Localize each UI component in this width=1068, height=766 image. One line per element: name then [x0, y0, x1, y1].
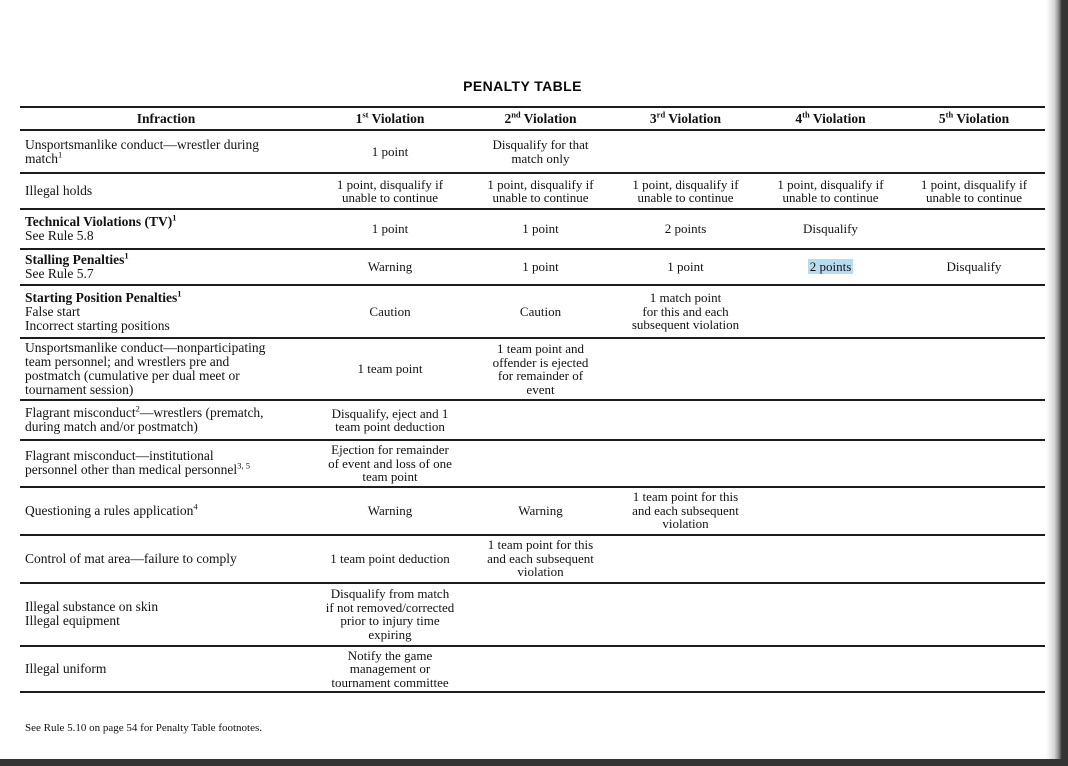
cell-violation-1: Ejection for remainder of event and loss of one team point [312, 440, 468, 487]
cell-violation-2 [468, 400, 613, 440]
table-row [20, 285, 1045, 338]
cell-infraction [20, 583, 312, 646]
selected-text-highlight: 2 points [809, 259, 852, 275]
cell-violation-3: 1 point [613, 249, 758, 285]
cell-violation-4 [758, 646, 903, 693]
cell-violation-5 [903, 130, 1045, 173]
table-row [20, 487, 1045, 535]
cell-violation-2: Warning [468, 487, 613, 535]
penalty-table [20, 106, 1045, 693]
cell-violation-4 [758, 440, 903, 487]
infraction-detail: See Rule 5.7 [25, 266, 94, 281]
cell-violation-3 [613, 583, 758, 646]
cell-violation-3: 1 point, disqualify if unable to continue [613, 173, 758, 209]
cell-violation-2: 1 team point and offender is ejected for remainder of event [468, 338, 613, 400]
table-row [20, 535, 1045, 583]
cell-infraction [20, 400, 312, 440]
cell-violation-4 [758, 285, 903, 338]
cell-violation-2: 1 point [468, 209, 613, 249]
cell-violation-5 [903, 583, 1045, 646]
cell-violation-1: Warning [312, 249, 468, 285]
column-header-1st-violation: 1st Violation [312, 107, 468, 130]
cell-violation-2: 1 point, disqualify if unable to continue [468, 173, 613, 209]
cell-violation-2 [468, 440, 613, 487]
cell-violation-2: 1 point [468, 249, 613, 285]
table-row [20, 209, 1045, 249]
cell-violation-5 [903, 338, 1045, 400]
cell-infraction [20, 209, 312, 249]
cell-violation-5 [903, 535, 1045, 583]
cell-infraction [20, 338, 312, 400]
cell-infraction [20, 487, 312, 535]
infraction-text: Illegal uniform [25, 660, 107, 676]
cell-infraction [20, 130, 312, 173]
cell-violation-2 [468, 646, 613, 693]
table-row [20, 440, 1045, 487]
cell-violation-3 [613, 646, 758, 693]
column-header-4th-violation: 4th Violation [758, 107, 903, 130]
table-row [20, 583, 1045, 646]
cell-violation-1: 1 team point deduction [312, 535, 468, 583]
infraction-title: Starting Position Penalties$^1$ [25, 288, 182, 305]
infraction-text: Flagrant misconduct—institutional personnel other than medical personnel$^{3, 5}$ [25, 448, 250, 478]
cell-violation-3: 1 team point for this and each subsequent violation [613, 487, 758, 535]
cell-violation-2: Disqualify for that match only [468, 130, 613, 173]
table-row [20, 173, 1045, 209]
infraction-title: Stalling Penalties$^1$ [25, 250, 129, 267]
table-row [20, 130, 1045, 173]
cell-violation-2 [468, 583, 613, 646]
cell-violation-3 [613, 535, 758, 583]
column-header-2nd-violation: 2nd Violation [468, 107, 613, 130]
infraction-text: Unsportsmanlike conduct—nonparticipating team personnel; and wrestlers pre and postmatch (cumulative per dual meet or tournament session) [25, 340, 266, 397]
infraction-text: Illegal substance on skin Illegal equipment [25, 599, 159, 628]
cell-violation-5 [903, 400, 1045, 440]
page-title: PENALTY TABLE [463, 78, 582, 94]
table-row [20, 338, 1045, 400]
cell-violation-4 [758, 583, 903, 646]
cell-violation-4 [758, 130, 903, 173]
column-header-5th-violation: 5th Violation [903, 107, 1045, 130]
cell-violation-1: 1 point [312, 130, 468, 173]
column-header-infraction: Infraction [20, 107, 312, 130]
cell-violation-4 [758, 535, 903, 583]
cell-violation-1: Disqualify from match if not removed/corrected prior to injury time expiring [312, 583, 468, 646]
table-row [20, 249, 1045, 285]
header-row [20, 107, 1045, 130]
cell-violation-5 [903, 646, 1045, 693]
cell-violation-1: 1 point [312, 209, 468, 249]
infraction-text: Flagrant misconduct$^2$—wrestlers (prematch, during match and/or postmatch) [25, 403, 264, 434]
cell-infraction [20, 173, 312, 209]
cell-violation-1: 1 point, disqualify if unable to continue [312, 173, 468, 209]
cell-violation-3: 2 points [613, 209, 758, 249]
table-row [20, 400, 1045, 440]
cell-infraction [20, 440, 312, 487]
cell-violation-4 [758, 400, 903, 440]
footnote: See Rule 5.10 on page 54 for Penalty Table footnotes. [25, 722, 263, 734]
cell-violation-3: 1 match point for this and each subsequent violation [613, 285, 758, 338]
cell-violation-1: 1 team point [312, 338, 468, 400]
page-edge-bottom [0, 759, 1068, 766]
cell-violation-4: 1 point, disqualify if unable to continue [758, 173, 903, 209]
infraction-text: Illegal holds [25, 183, 93, 198]
cell-infraction [20, 249, 312, 285]
cell-violation-1: Warning [312, 487, 468, 535]
cell-violation-1: Notify the game management or tournament committee [312, 646, 468, 693]
cell-violation-1: Caution [312, 285, 468, 338]
infraction-title: Technical Violations (TV)$^1$ [25, 212, 177, 229]
infraction-text: Unsportsmanlike conduct—wrestler during match$^1$ [25, 136, 259, 166]
infraction-text: Questioning a rules application$^4$ [25, 501, 198, 518]
cell-infraction [20, 646, 312, 693]
column-header-3rd-violation: 3rd Violation [613, 107, 758, 130]
infraction-text: Control of mat area—failure to comply [25, 550, 237, 566]
cell-infraction [20, 285, 312, 338]
cell-violation-2: Caution [468, 285, 613, 338]
infraction-detail: False start Incorrect starting positions [25, 303, 170, 333]
table-row [20, 646, 1045, 693]
cell-violation-5 [903, 487, 1045, 535]
infraction-detail: See Rule 5.8 [25, 228, 94, 243]
cell-violation-4 [758, 487, 903, 535]
cell-violation-3 [613, 440, 758, 487]
cell-violation-1: Disqualify, eject and 1 team point deduction [312, 400, 468, 440]
cell-violation-2: 1 team point for this and each subsequent violation [468, 535, 613, 583]
cell-violation-5 [903, 285, 1045, 338]
cell-violation-3 [613, 400, 758, 440]
cell-violation-5: 1 point, disqualify if unable to continue [903, 173, 1045, 209]
cell-infraction [20, 535, 312, 583]
cell-violation-5: Disqualify [903, 249, 1045, 285]
cell-violation-5 [903, 209, 1045, 249]
cell-violation-3 [613, 130, 758, 173]
cell-violation-3 [613, 338, 758, 400]
cell-violation-4 [758, 249, 903, 285]
cell-violation-5 [903, 440, 1045, 487]
cell-violation-4: Disqualify [758, 209, 903, 249]
cell-violation-4 [758, 338, 903, 400]
page-edge-right [1046, 0, 1068, 766]
